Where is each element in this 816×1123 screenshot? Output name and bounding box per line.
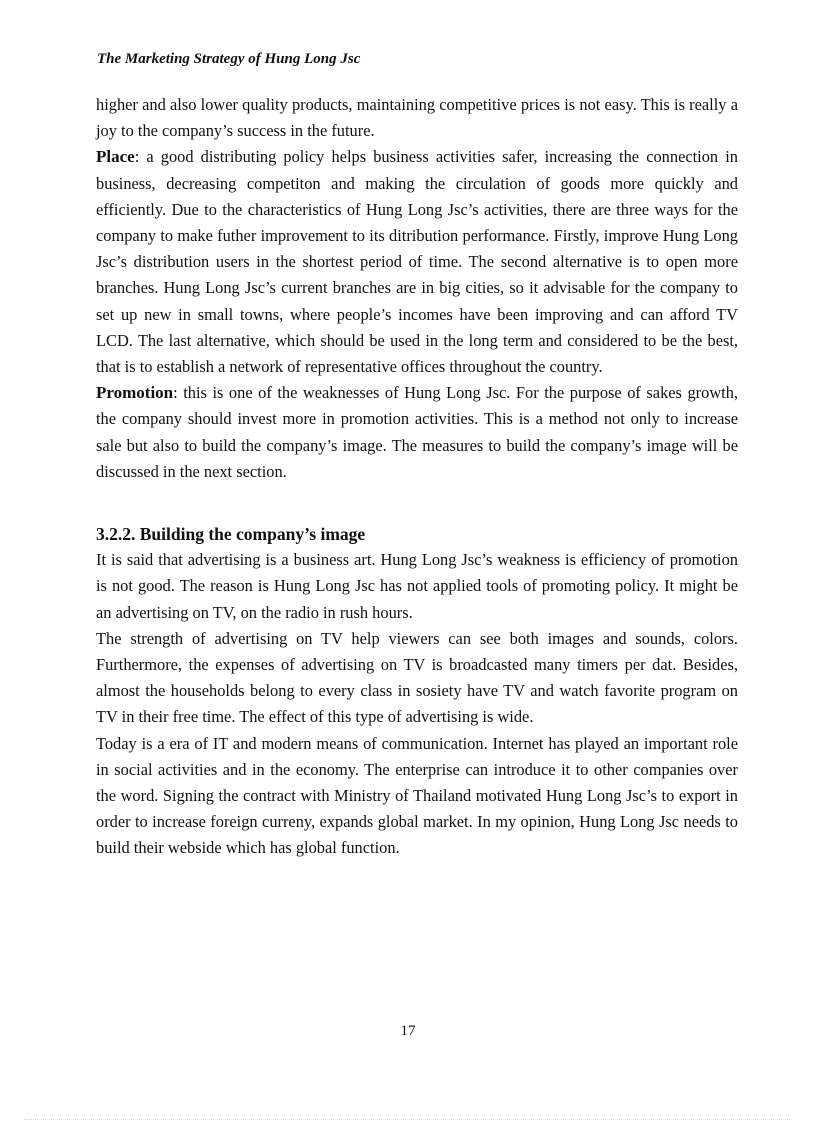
page-number: 17 xyxy=(400,1023,416,1039)
section-heading: 3.2.2. Building the company’s image xyxy=(96,524,366,545)
paragraph-tv-advertising: The strength of advertising on TV help viewers can see both images and sounds, colors. Furthermore, the expenses of advertising on TV is broadcasted many timers per dat. Besides, almost the households belong to every class in sosiety have TV and watch favorite program on TV in their free time. The effect of this type of advertising is wide. xyxy=(96,628,738,727)
page-bottom-divider xyxy=(24,1119,792,1120)
paragraph-pricing-continuation: higher and also lower quality products, maintaining competitive prices is not easy. This is really a joy to the company’s success in the future. xyxy=(96,95,738,141)
paragraph-internet-era: Today is a era of IT and modern means of communication. Internet has played an important role in social activities and in the economy. The enterprise can introduce it to other companies over the word. Signing the contract with Ministry of Thailand motivated Hung Long Jsc’s to export in order to increase foreign curreny, expands global market. In my opinion, Hung Long Jsc needs to build their webside which has global function. xyxy=(96,733,738,858)
paragraph-promotion xyxy=(96,380,738,485)
running-header: The Marketing Strategy of Hung Long Jsc xyxy=(97,51,361,67)
paragraph-advertising-art: It is said that advertising is a business art. Hung Long Jsc’s weakness is efficiency of promotion is not good. The reason is Hung Long Jsc has not applied tools of promoting policy. It might be an advertising on TV, on the radio in rush hours. xyxy=(96,550,738,622)
paragraph-place xyxy=(96,144,738,380)
place-lead-term: Place xyxy=(96,147,135,167)
promotion-lead-term: Promotion xyxy=(96,383,174,403)
place-body-text: : a good distributing policy helps business activities safer, increasing the connection in business, decreasing competiton and making the circulation of goods more quickly and efficiently. Due to the characteristics of Hung Long Jsc’s activities, there are three ways for the company to make futher improvement to its ditribution performance. Firstly, improve Hung Long Jsc’s distribution users in the shortest period of time. The second alternative is to open more branches. Hung Long Jsc’s current branches are in big cities, so it advisable for the company to set up new in small towns, where people’s incomes have been improving and can afford TV LCD. The last alternative, which should be used in the long term and considered to be the best, that is to establish a network of representative offices throughout the country. xyxy=(96,147,738,377)
promotion-body-text: : this is one of the weaknesses of Hung Long Jsc. For the purpose of sakes growth, the company should invest more in promotion activities. This is a method not only to increase sale but also to build the company’s image. The measures to build the company’s image will be discussed in the next section. xyxy=(96,383,738,481)
page-body xyxy=(96,92,738,862)
